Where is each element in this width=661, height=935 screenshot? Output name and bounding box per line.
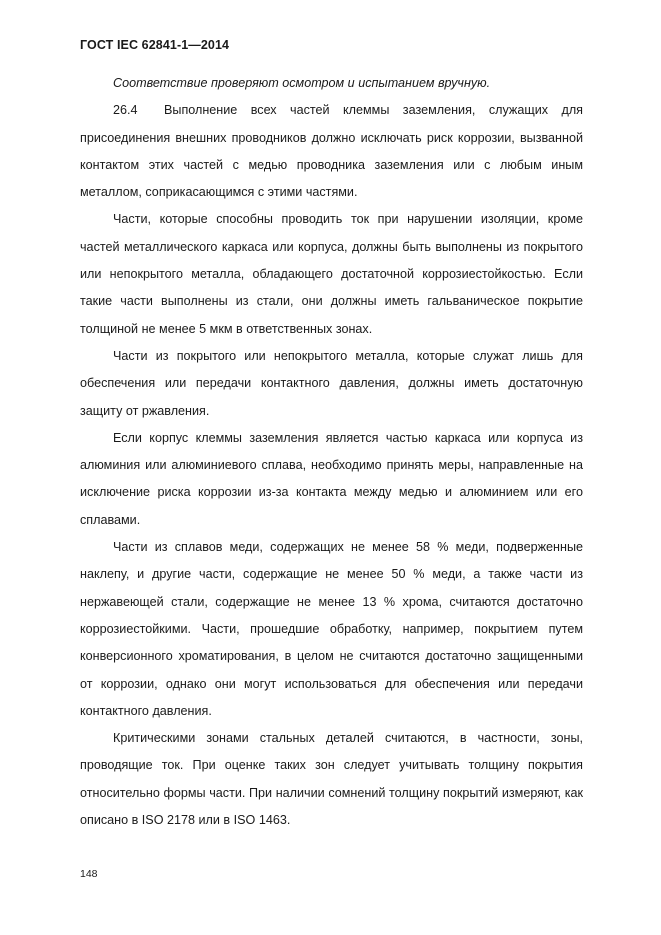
paragraph: Части из покрытого или непокрытого металла, которые служат лишь для обеспечения или передачи контактного давления, должны иметь достаточную защиту от ржавления.: [80, 348, 583, 418]
clause-26-4-paragraph: [80, 97, 583, 206]
clause-number: 26.4: [113, 103, 138, 118]
page-body: [80, 70, 583, 834]
document-header: ГОСТ IEC 62841-1—2014: [80, 38, 230, 52]
paragraph: Если корпус клеммы заземления является частью каркаса или корпуса из алюминия или алюминиевого сплава, необходимо принять меры, направленные на исключение риска коррозии из-за контакта между медью и алюминием или его сплавами.: [80, 430, 583, 527]
page-number: 148: [80, 868, 98, 880]
paragraph: Критическими зонами стальных деталей считаются, в частности, зоны, проводящие ток. При оценке таких зон следует учитывать толщину покрытия относительно формы части. При наличии сомнений толщину покрытий измеряют, как описано в ISO 2178 или в ISO 1463.: [80, 731, 583, 828]
paragraph: Части, которые способны проводить ток при нарушении изоляции, кроме частей металлического каркаса или корпуса, должны быть выполнены из покрытого или непокрытого металла, обладающего достаточной коррозиестойкостью. Если такие части выполнены из стали, они должны иметь гальваническое покрытие толщиной не менее 5 мкм в ответственных зонах.: [80, 212, 583, 336]
paragraph: Части из сплавов меди, содержащих не менее 58 % меди, подверженные наклепу, и другие части, содержащие не менее 50 % меди, а также части из нержавеющей стали, содержащие не менее 13 % хрома, считаются достаточно коррозиестойкими. Части, прошедшие обработку, например, покрытием путем конверсионного хроматирования, в целом не считаются достаточно защищенными от коррозии, однако они могут использоваться для обеспечения или передачи контактного давления.: [80, 540, 583, 718]
paragraph-text: Выполнение всех частей клеммы заземления, служащих для присоединения внешних проводников должно исключать риск коррозии, вызванной контактом этих частей с медью проводника заземления или с любым иным металлом, соприкасающимся с этими частями.: [80, 103, 583, 200]
compliance-note: Соответствие проверяют осмотром и испытанием вручную.: [113, 76, 491, 90]
